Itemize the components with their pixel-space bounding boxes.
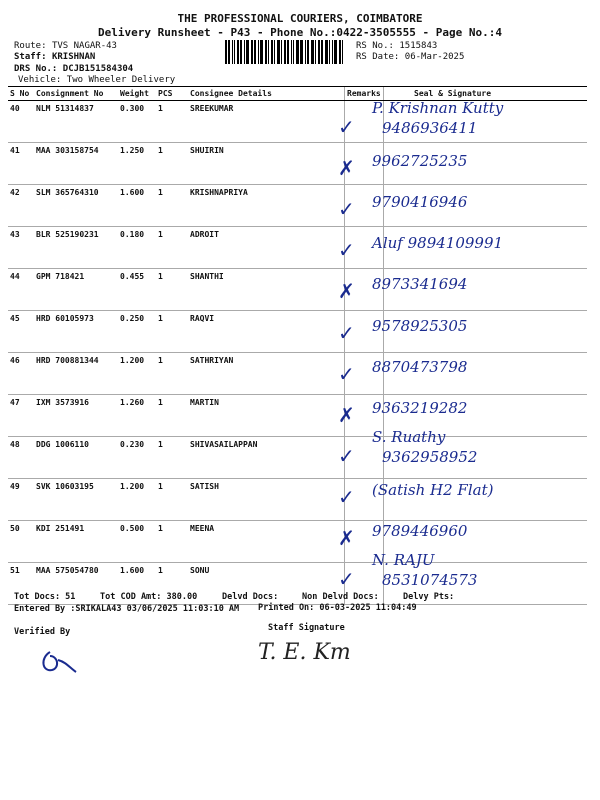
delvy-pts: Delvy Pts: [403,592,455,602]
row-consignee: SATHRIYAN [188,353,345,395]
col-weight: Weight [118,87,156,101]
row-sno: 41 [8,143,34,185]
staff-value: KRISHNAN [51,52,96,62]
staff-label: Staff: [14,52,47,62]
runsheet-title: Delivery Runsheet - P43 - Phone No.:0422-3505555 - Page No.:4 [98,26,502,39]
row-weight: 1.600 [118,185,156,227]
row-consignment: KDI 251491 [34,521,118,563]
row-sno: 51 [8,563,34,605]
staff-line [14,52,95,62]
handwritten-phone: 9486936411 [382,119,478,137]
handwritten-signature: 9789446960 [372,522,468,540]
row-weight: 0.500 [118,521,156,563]
row-consignee: RAQVI [188,311,345,353]
tot-cod: Tot COD Amt: 380.00 [100,592,198,602]
remark-tick-mark: ✓ [338,320,355,345]
col-sno: S No [8,87,34,101]
vehicle-line [18,75,175,85]
barcode [225,40,345,64]
row-pcs: 1 [156,479,188,521]
route-label: Route: [14,41,47,51]
table-row [8,437,587,479]
row-consignment: SVK 10603195 [34,479,118,521]
row-pcs: 1 [156,227,188,269]
handwritten-signature: 9363219282 [372,398,468,417]
row-consignee: KRISHNAPRIYA [188,185,345,227]
staff-signature-label: Staff Signature [268,623,345,633]
row-consignee: ADROIT [188,227,345,269]
printed-on: Printed On: 06-03-2025 11:04:49 [258,603,417,613]
row-sno: 50 [8,521,34,563]
row-sno: 45 [8,311,34,353]
row-pcs: 1 [156,563,188,605]
col-remarks: Remarks [345,87,384,101]
company-title: THE PROFESSIONAL COURIERS, COIMBATORE [177,12,423,25]
row-consignment: SLM 365764310 [34,185,118,227]
row-pcs: 1 [156,353,188,395]
row-consignee: MARTIN [188,395,345,437]
handwritten-signature: 8870473798 [372,357,468,376]
table-row [8,479,587,521]
remark-tick-mark: ✓ [338,238,355,263]
drs-label: DRS No.: [14,64,58,74]
row-weight: 1.200 [118,479,156,521]
table-row [8,311,587,353]
remark-tick-mark: ✓ [338,567,355,592]
remark-tick-mark: ✓ [338,361,355,386]
handwritten-signature: P. Krishnan Kutty [372,99,504,117]
handwritten-signature: 9962725235 [372,152,468,171]
table-row [8,269,587,311]
row-sno: 46 [8,353,34,395]
row-consignee: SATISH [188,479,345,521]
row-consignee: SREEKUMAR [188,101,345,143]
handwritten-signature: 9790416946 [372,193,468,212]
drs-line [14,64,133,74]
row-pcs: 1 [156,521,188,563]
rs-no-label: RS No.: [356,41,394,51]
rs-no-value: 1515843 [399,41,438,51]
row-sno: 48 [8,437,34,479]
handwritten-phone: 9362958952 [382,447,478,466]
row-consignment: IXM 3573916 [34,395,118,437]
row-consignee: MEENA [188,521,345,563]
remark-tick-mark: ✓ [338,443,355,468]
row-consignment: DDG 1006110 [34,437,118,479]
remark-tick-mark: ✗ [338,156,355,181]
row-sno: 49 [8,479,34,521]
vehicle-value: Two Wheeler Delivery [66,75,176,85]
row-pcs: 1 [156,437,188,479]
row-weight: 1.250 [118,143,156,185]
table-row [8,185,587,227]
row-pcs: 1 [156,185,188,227]
remark-tick-mark: ✓ [338,484,355,509]
row-consignee: SHUIRIN [188,143,345,185]
entered-by: Entered By :SRIKALA43 03/06/2025 11:03:10 AM [14,604,240,614]
row-pcs: 1 [156,395,188,437]
row-sno: 47 [8,395,34,437]
row-weight: 1.260 [118,395,156,437]
remark-tick-mark: ✗ [338,402,355,427]
handwritten-signature: 9578925305 [372,316,468,335]
handwritten-signature: S. Ruathy [372,427,446,446]
remark-tick-mark: ✓ [338,115,355,139]
vehicle-label: Vehicle: [18,75,62,85]
runsheet-table [8,86,587,605]
row-weight: 0.300 [118,101,156,143]
row-sno: 42 [8,185,34,227]
row-consignment: HRD 700881344 [34,353,118,395]
row-consignment: NLM 51314837 [34,101,118,143]
handwritten-signature: (Satish H2 Flat) [372,480,494,499]
row-weight: 1.200 [118,353,156,395]
row-pcs: 1 [156,269,188,311]
route-value: TVS NAGAR-43 [51,41,117,51]
col-signature: Seal & Signature [384,87,588,101]
remark-tick-mark: ✗ [338,279,355,304]
row-pcs: 1 [156,143,188,185]
handwritten-signature: N. RAJU [372,551,435,570]
staff-signature: T. E. Km [258,640,351,665]
rs-date-label: RS Date: [356,52,400,62]
handwritten-phone: 8531074573 [382,571,478,590]
col-pcs: PCS [156,87,188,101]
table-row [8,353,587,395]
table-row [8,395,587,437]
remark-tick-mark: ✓ [338,197,355,222]
non-delvd-docs: Non Delvd Docs: [302,592,379,602]
route-line [14,41,117,51]
row-sno: 44 [8,269,34,311]
row-consignment: MAA 575054780 [34,563,118,605]
rs-date-line [356,52,464,62]
row-sno: 40 [8,101,34,143]
row-consignment: GPM 718421 [34,269,118,311]
row-weight: 0.455 [118,269,156,311]
row-consignee: SHANTHI [188,269,345,311]
table-row [8,563,587,605]
handwritten-signature: Aluf 9894109991 [372,234,504,253]
row-weight: 0.230 [118,437,156,479]
row-sno: 43 [8,227,34,269]
rs-date-value: 06-Mar-2025 [404,52,465,62]
table-row [8,143,587,185]
row-consignee: SHIVASAILAPPAN [188,437,345,479]
table-row [8,521,587,563]
row-consignee: SONU [188,563,345,605]
col-consignment: Consignment No [34,87,118,101]
row-consignment: HRD 60105973 [34,311,118,353]
verified-by: Verified By [14,627,71,637]
remark-tick-mark: ✗ [338,526,355,550]
row-weight: 0.180 [118,227,156,269]
drs-value: DCJB151584304 [62,64,134,74]
row-weight: 0.250 [118,311,156,353]
row-weight: 1.600 [118,563,156,605]
tot-docs: Tot Docs: 51 [14,592,76,602]
row-pcs: 1 [156,311,188,353]
row-consignment: BLR 525190231 [34,227,118,269]
handwritten-signature: 8973341694 [372,275,468,294]
row-pcs: 1 [156,101,188,143]
rs-no-line [356,41,437,51]
verified-signature [43,652,76,672]
delvd-docs: Delvd Docs: [222,592,279,602]
col-consignee: Consignee Details [188,87,345,101]
row-consignment: MAA 303158754 [34,143,118,185]
